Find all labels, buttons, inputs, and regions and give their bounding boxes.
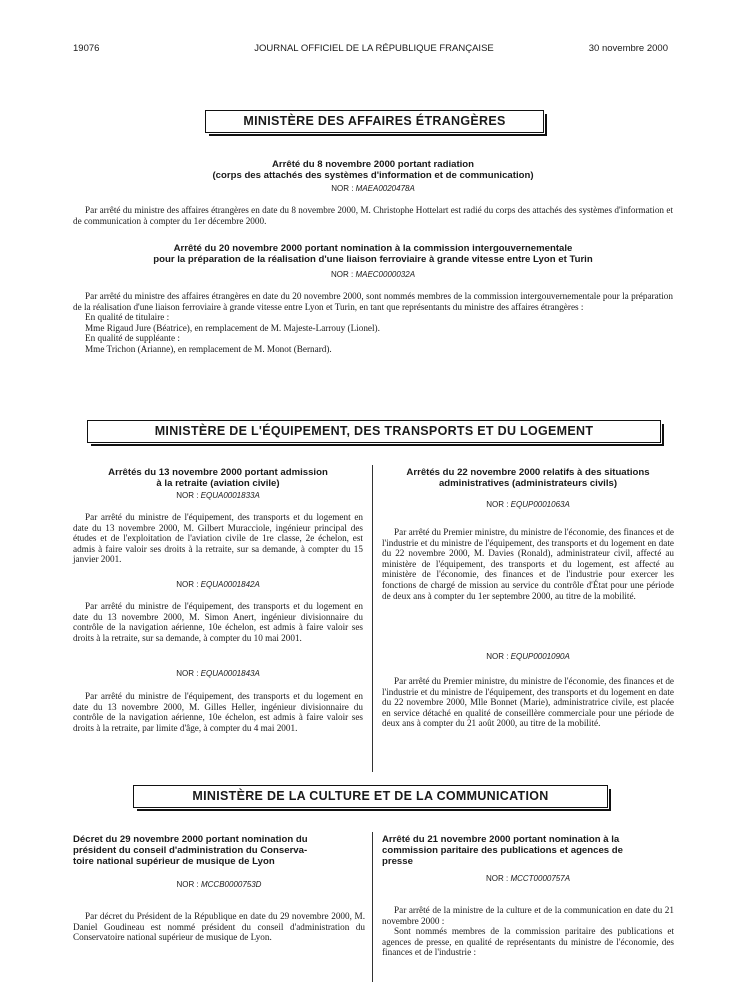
nor-reference (382, 652, 674, 661)
paragraph: Par arrêté du ministre des affaires étrangères en date du 8 novembre 2000, M. Christophe Hottelart est radié du corps des attachés des systèmes d'information et de communication à compter du 1er décembre 2000. (73, 205, 673, 226)
arrete-body (382, 527, 674, 601)
arrete-body (73, 291, 673, 355)
nor-label: NOR : (486, 500, 509, 509)
nor-reference (73, 491, 363, 500)
nor-reference (73, 580, 363, 589)
nor-code: EQUA0001833A (200, 491, 260, 500)
arrete-body (73, 205, 673, 226)
issue-date: 30 novembre 2000 (588, 43, 668, 54)
decret-body (73, 911, 365, 943)
nor-label: NOR : (176, 580, 199, 589)
journal-title: JOURNAL OFFICIEL DE LA RÉPUBLIQUE FRANÇAISE (254, 43, 494, 54)
ministry-box-affaires (205, 110, 544, 133)
nor-reference (73, 184, 673, 193)
arrete-title-line: pour la préparation de la réalisation d'une liaison ferroviaire à grande vitesse entre Lyon et Turin (153, 254, 593, 265)
ministry-box-equipement (87, 420, 661, 443)
nor-code: MAEA0020478A (355, 184, 415, 193)
arrete-title-line: administratives (administrateurs civils) (438, 478, 618, 489)
nor-label: NOR : (486, 652, 509, 661)
decret-title-line: Décret du 29 novembre 2000 portant nomination du (73, 834, 308, 845)
arrete-title-line: Arrêté du 21 novembre 2000 portant nomination à la (382, 834, 620, 845)
arrete-title-line: (corps des attachés des systèmes d'information et de communication) (212, 170, 534, 181)
nor-reference (382, 874, 674, 883)
arrete-title-line: Arrêtés du 22 novembre 2000 relatifs à des situations (406, 467, 650, 478)
paragraph: En qualité de titulaire : (85, 312, 170, 323)
column-divider (372, 465, 373, 772)
nor-label: NOR : (176, 669, 199, 678)
decret-title (73, 834, 365, 867)
arrete-title (73, 467, 363, 489)
nor-reference (73, 270, 673, 279)
ministry-title: MINISTÈRE DES AFFAIRES ÉTRANGÈRES (243, 114, 506, 128)
ministry-title: MINISTÈRE DE L'ÉQUIPEMENT, DES TRANSPORTS ET DU LOGEMENT (154, 424, 594, 438)
page-number: 19076 (73, 43, 100, 54)
paragraph: Sont nommés membres de la commission paritaire des publications et agences de presse, en qualité de représentants du ministre de l'économie, des finances et de l'industrie : (382, 926, 674, 958)
nor-label: NOR : (330, 270, 354, 279)
nor-code: EQUP0001090A (510, 652, 570, 661)
arrete-title-line: Arrêté du 20 novembre 2000 portant nomination à la commission intergouvernementale (173, 243, 573, 254)
paragraph: Par arrêté de la ministre de la culture et de la communication en date du 21 novembre 2000 : (382, 905, 674, 926)
arrete-title (382, 467, 674, 489)
nor-reference (73, 669, 363, 678)
decret-title-line: président du conseil d'administration du Conserva- (73, 845, 308, 856)
paragraph: Par décret du Président de la République en date du 29 novembre 2000, M. Daniel Goudineau est nommé président du conseil d'administration du Conservatoire national supérieur de musique de Lyon. (73, 911, 365, 943)
arrete-body (73, 691, 363, 733)
ministry-box-culture (133, 785, 608, 808)
arrete-title-line: Arrêté du 8 novembre 2000 portant radiation (271, 159, 475, 170)
nor-label: NOR : (176, 880, 199, 889)
arrete-title-line: Arrêtés du 13 novembre 2000 portant admission (108, 467, 328, 478)
nor-label: NOR : (176, 491, 199, 500)
arrete-body (73, 601, 363, 643)
nor-code: EQUA0001842A (200, 580, 260, 589)
arrete-title-line: à la retraite (aviation civile) (156, 478, 280, 489)
arrete-body (382, 905, 674, 958)
paragraph: Par arrêté du ministre de l'équipement, des transports et du logement en date du 13 novembre 2000, M. Gilles Heller, ingénieur divisionnaire du contrôle de la navigation aérienne, 10e échelon, est admis à faire valoir ses droits à la retraite, par limite d'âge, à compter du 4 mai 2001. (73, 691, 363, 733)
arrete-title-line: commission paritaire des publications et agences de (382, 845, 623, 856)
nor-code: MCCT0000757A (510, 874, 571, 883)
paragraph: Par arrêté du Premier ministre, du ministre de l'économie, des finances et de l'industrie et du ministre de l'équipement, des transports et du logement en date du 22 novembre 2000, Mlle Bonnet (Marie), administratrice civile, est placée en service détaché en qualité de conseillère commerciale pour une période de deux ans à compter du 21 août 2000, au titre de la mobilité. (382, 676, 674, 729)
paragraph: En qualité de suppléante : (85, 333, 180, 344)
paragraph: Par arrêté du ministre de l'équipement, des transports et du logement en date du 13 novembre 2000, M. Gilbert Muracciole, ingénieur principal des études et de l'exploitation de l'aviation civile de 1re classe, 2e échelon, est admis à faire valoir ses droits à la retraite, sur sa demande, à compter du 15 janvier 2001. (73, 512, 363, 565)
arrete-body (382, 676, 674, 729)
nor-label: NOR : (485, 874, 509, 883)
paragraph: Par arrêté du ministre de l'équipement, des transports et du logement en date du 13 novembre 2000, M. Simon Anert, ingénieur divisionnaire du contrôle de la navigation aérienne, 10e échelon, est admis à faire valoir ses droits à la retraite, sur sa demande, à compter du 10 mai 2001. (73, 601, 363, 643)
arrete-title (73, 159, 673, 181)
column-divider (372, 832, 373, 982)
nor-code: EQUA0001843A (200, 669, 260, 678)
decret-title-line: toire national supérieur de musique de Lyon (73, 856, 275, 867)
nor-label: NOR : (331, 184, 354, 193)
arrete-title-line: presse (382, 856, 413, 867)
nor-code: EQUP0001063A (510, 500, 570, 509)
arrete-body (73, 512, 363, 565)
arrete-title (73, 243, 673, 265)
nor-reference (382, 500, 674, 509)
nor-reference (73, 880, 365, 889)
paragraph: Par arrêté du ministre des affaires étrangères en date du 20 novembre 2000, sont nommés membres de la commission intergouvernementale pour la préparation de la réalisation d'une liaison ferroviaire à grande vitesse entre Lyon et Turin, en tant que représentants du ministre des affaires étrangères : (73, 291, 673, 312)
paragraph: Mme Rigaud Jure (Béatrice), en remplacement de M. Majeste-Larrouy (Lionel). (85, 322, 380, 333)
ministry-title: MINISTÈRE DE LA CULTURE ET DE LA COMMUNICATION (192, 789, 549, 803)
arrete-title (382, 834, 674, 867)
nor-code: MCCB0000753D (200, 880, 262, 889)
paragraph: Par arrêté du Premier ministre, du ministre de l'économie, des finances et de l'industrie et du ministre de l'équipement, des transports et du logement en date du 22 novembre 2000, M. Davies (Ronald), administrateur civil, affecté au ministère de l'équipement, des transports et du logement, est affecté au ministère de l'économie, des finances et de l'industrie pour exercer les fonctions de chargé de mission au service du contrôle d'État pour une période de deux ans à compter du 1er septembre 2000, au titre de la mobilité. (382, 527, 674, 601)
paragraph: Mme Trichon (Arianne), en remplacement de M. Monot (Bernard). (85, 343, 332, 354)
nor-code: MAEC0000032A (355, 270, 416, 279)
